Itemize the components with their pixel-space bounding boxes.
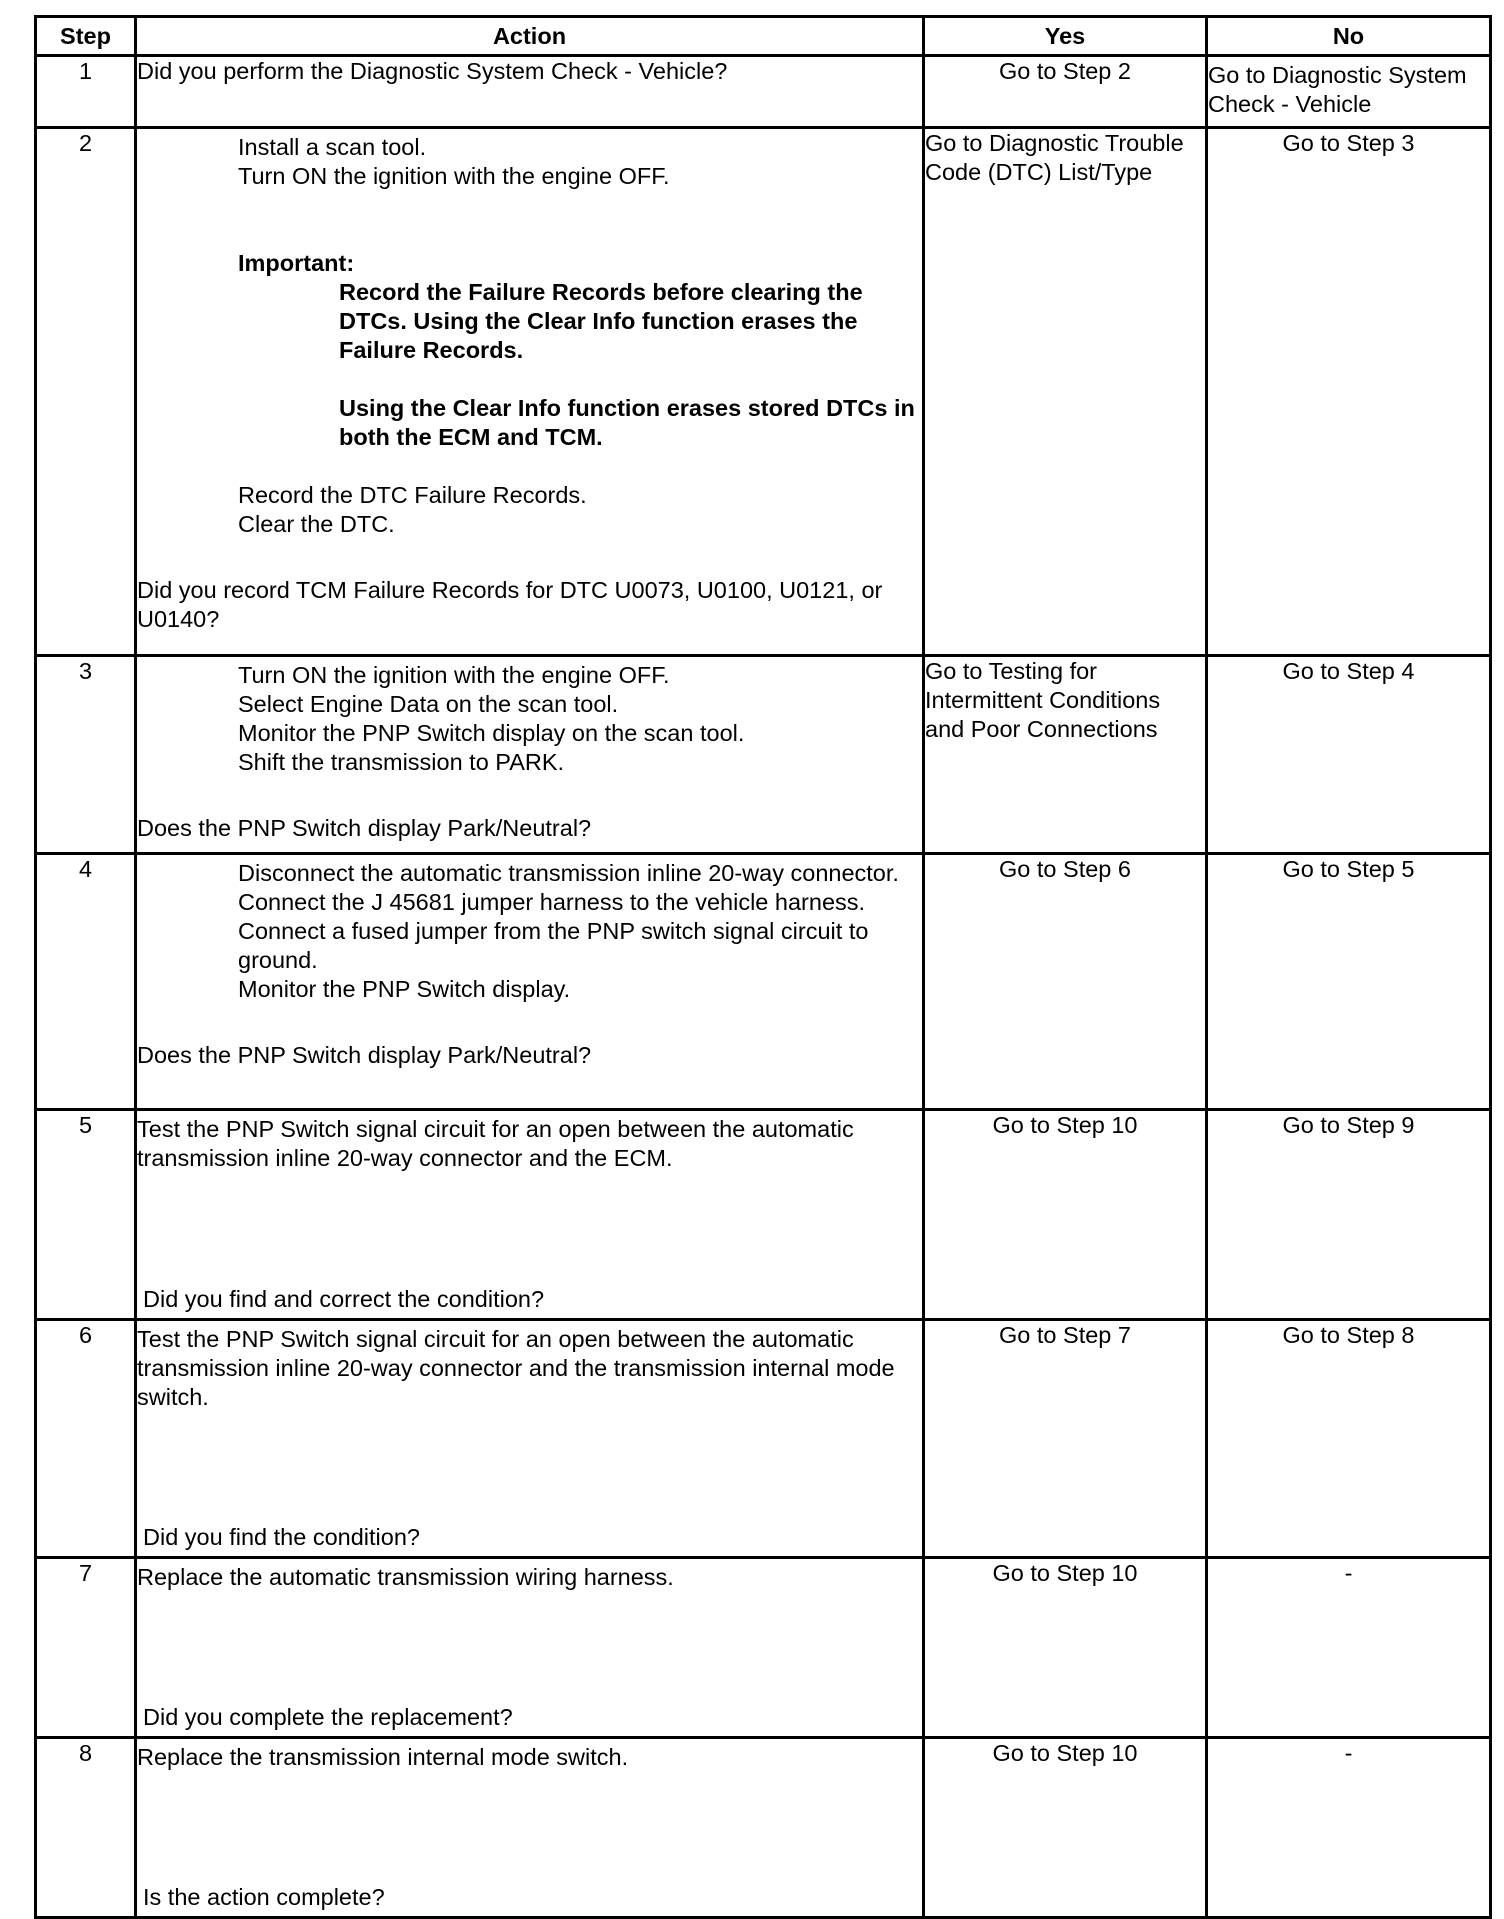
action-question: Did you record TCM Failure Records for DTC U0073, U0100, U0121, or U0140? bbox=[137, 577, 883, 632]
no-cell: - bbox=[1207, 1558, 1491, 1738]
action-cell bbox=[136, 1738, 924, 1918]
step-number: 3 bbox=[36, 656, 136, 854]
yes-cell: Go to Diagnostic Trouble Code (DTC) List/Type bbox=[924, 128, 1207, 656]
no-cell: Go to Step 5 bbox=[1207, 854, 1491, 1110]
yes-cell: Go to Step 6 bbox=[924, 854, 1207, 1110]
instruction-line: Connect a fused jumper from the PNP switch signal circuit to ground. bbox=[238, 918, 869, 973]
action-question: Did you perform the Diagnostic System Check - Vehicle? bbox=[137, 58, 728, 84]
table-row-step-1 bbox=[36, 56, 1491, 128]
header-row bbox=[36, 17, 1491, 56]
step-number: 2 bbox=[36, 128, 136, 656]
step-number: 8 bbox=[36, 1738, 136, 1918]
action-cell bbox=[136, 128, 924, 656]
action-cell bbox=[136, 656, 924, 854]
header-step: Step bbox=[36, 17, 136, 56]
important-note: Using the Clear Info function erases stored DTCs in both the ECM and TCM. bbox=[339, 395, 915, 450]
step-number: 1 bbox=[36, 56, 136, 128]
no-cell: Go to Step 4 bbox=[1207, 656, 1491, 854]
table-row-step-3 bbox=[36, 656, 1491, 854]
action-cell bbox=[136, 1320, 924, 1558]
action-question: Does the PNP Switch display Park/Neutral? bbox=[137, 815, 592, 841]
no-cell: Go to Diagnostic System Check - Vehicle bbox=[1207, 56, 1491, 128]
action-text: Replace the transmission internal mode switch. bbox=[137, 1744, 629, 1770]
step-number: 4 bbox=[36, 854, 136, 1110]
action-text: Test the PNP Switch signal circuit for an open between the automatic transmission inline 20-way connector and the ECM. bbox=[137, 1116, 854, 1171]
action-cell bbox=[136, 1110, 924, 1320]
yes-cell: Go to Step 7 bbox=[924, 1320, 1207, 1558]
action-question: Is the action complete? bbox=[143, 1884, 385, 1910]
action-text: Test the PNP Switch signal circuit for an open between the automatic transmission inline 20-way connector and the transmission internal mode switch. bbox=[137, 1326, 895, 1410]
table-row-step-8 bbox=[36, 1738, 1491, 1918]
important-note: Record the Failure Records before clearing the DTCs. Using the Clear Info function erases the Failure Records. bbox=[339, 279, 863, 363]
instruction-line: Monitor the PNP Switch display on the scan tool. bbox=[238, 720, 745, 746]
instruction-line: Turn ON the ignition with the engine OFF. bbox=[238, 662, 670, 688]
instruction-line: Monitor the PNP Switch display. bbox=[238, 976, 571, 1002]
instruction-line: Disconnect the automatic transmission inline 20-way connector. bbox=[238, 860, 899, 886]
instruction-line: Turn ON the ignition with the engine OFF. bbox=[238, 163, 670, 189]
instruction-line: Clear the DTC. bbox=[238, 511, 395, 537]
action-question: Did you find the condition? bbox=[143, 1524, 420, 1550]
step-number: 7 bbox=[36, 1558, 136, 1738]
action-cell bbox=[136, 854, 924, 1110]
yes-cell: Go to Step 10 bbox=[924, 1738, 1207, 1918]
instruction-line: Install a scan tool. bbox=[238, 134, 427, 160]
header-action: Action bbox=[136, 17, 924, 56]
instruction-line: Shift the transmission to PARK. bbox=[238, 749, 565, 775]
action-question: Did you find and correct the condition? bbox=[143, 1286, 545, 1312]
diagnostic-table bbox=[34, 15, 1492, 1919]
yes-cell: Go to Step 2 bbox=[924, 56, 1207, 128]
table-row-step-7 bbox=[36, 1558, 1491, 1738]
header-no: No bbox=[1207, 17, 1491, 56]
no-cell: - bbox=[1207, 1738, 1491, 1918]
table-row-step-6 bbox=[36, 1320, 1491, 1558]
yes-cell: Go to Testing for Intermittent Conditions and Poor Connections bbox=[924, 656, 1207, 854]
header-yes: Yes bbox=[924, 17, 1207, 56]
important-label: Important: bbox=[238, 250, 355, 276]
action-question: Does the PNP Switch display Park/Neutral? bbox=[137, 1042, 592, 1068]
yes-cell: Go to Step 10 bbox=[924, 1558, 1207, 1738]
table-row-step-2 bbox=[36, 128, 1491, 656]
instruction-line: Record the DTC Failure Records. bbox=[238, 482, 587, 508]
action-cell bbox=[136, 56, 924, 128]
table-row-step-4 bbox=[36, 854, 1491, 1110]
no-cell: Go to Step 3 bbox=[1207, 128, 1491, 656]
instruction-line: Select Engine Data on the scan tool. bbox=[238, 691, 619, 717]
action-question: Did you complete the replacement? bbox=[143, 1704, 513, 1730]
no-cell: Go to Step 8 bbox=[1207, 1320, 1491, 1558]
instruction-line: Connect the J 45681 jumper harness to the vehicle harness. bbox=[238, 889, 866, 915]
no-cell: Go to Step 9 bbox=[1207, 1110, 1491, 1320]
yes-cell: Go to Step 10 bbox=[924, 1110, 1207, 1320]
table-row-step-5 bbox=[36, 1110, 1491, 1320]
step-number: 6 bbox=[36, 1320, 136, 1558]
action-text: Replace the automatic transmission wiring harness. bbox=[137, 1564, 674, 1590]
action-cell bbox=[136, 1558, 924, 1738]
step-number: 5 bbox=[36, 1110, 136, 1320]
